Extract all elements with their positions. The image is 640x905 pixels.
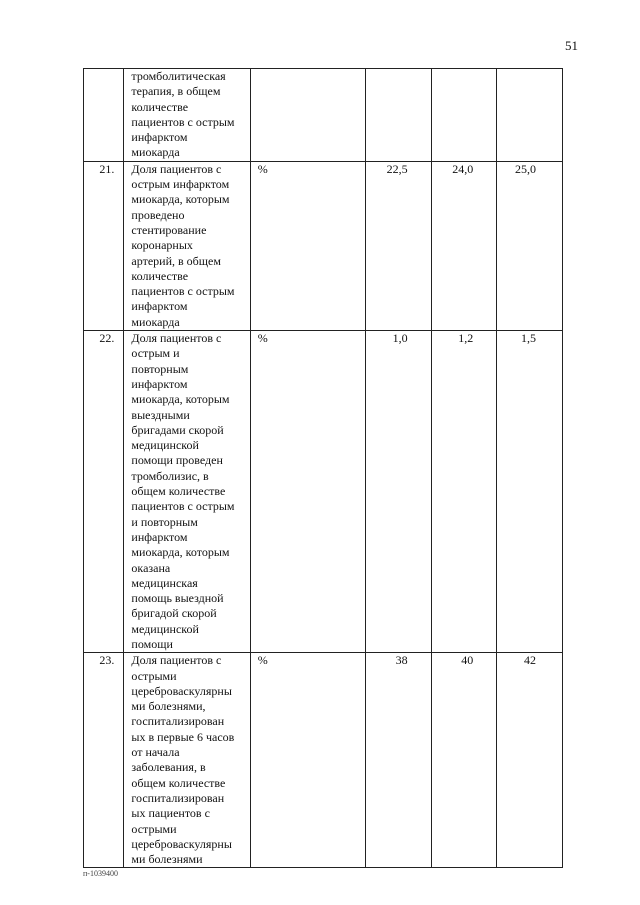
indicator-name-line: помощь выездной xyxy=(131,591,224,606)
indicator-name-line: миокарда xyxy=(131,145,180,160)
indicator-name-line: пациентов с острым xyxy=(131,284,235,299)
value-cell-2-text: 24,0 xyxy=(452,161,474,176)
page-number: 51 xyxy=(565,38,578,53)
indicator-name-line: инфарктом xyxy=(131,299,188,314)
unit-cell xyxy=(250,331,365,653)
unit-cell-text: % xyxy=(257,331,268,346)
indicator-name-line: Доля пациентов с xyxy=(131,331,222,346)
row-number-cell xyxy=(84,653,124,868)
value-cell-1 xyxy=(365,161,431,330)
indicator-name-line: артерий, в общем xyxy=(131,253,221,268)
indicator-name-line: проведено xyxy=(131,207,185,222)
indicator-name-line: тромболизис, в xyxy=(131,468,209,483)
indicator-name-line: помощи xyxy=(131,636,173,651)
indicator-name-line: выездными xyxy=(131,407,190,422)
indicator-name-line: количестве xyxy=(131,99,189,114)
unit-cell xyxy=(250,653,365,868)
value-cell-2 xyxy=(431,161,497,330)
indicator-name-line: медицинская xyxy=(131,575,198,590)
indicator-name-line: общем количестве xyxy=(131,775,226,790)
indicator-name-line: ми болезнями, xyxy=(131,699,206,714)
indicators-table xyxy=(83,68,563,868)
value-cell-3 xyxy=(497,69,563,162)
indicator-name-cell xyxy=(124,161,250,330)
value-cell-1-text: 38 xyxy=(395,653,408,668)
table-row xyxy=(84,69,563,162)
unit-cell-text: % xyxy=(257,161,268,176)
value-cell-2 xyxy=(431,331,497,653)
indicator-name-line: стентирование xyxy=(131,222,207,237)
indicators-table-body xyxy=(84,69,563,868)
unit-cell xyxy=(250,161,365,330)
value-cell-2-text: 40 xyxy=(461,653,474,668)
indicator-name-line: общем количестве xyxy=(131,484,226,499)
indicator-name-line: ых в первые 6 часов xyxy=(131,729,235,744)
indicator-name-line: оказана xyxy=(131,560,171,575)
value-cell-3-text: 1,5 xyxy=(521,331,536,346)
row-number-cell xyxy=(84,69,124,162)
indicator-name-line: миокарда, которым xyxy=(131,392,230,407)
indicator-name-line: инфарктом xyxy=(131,130,188,145)
row-number-cell-text: 23. xyxy=(99,653,115,668)
indicator-name-line: бригадой скорой xyxy=(131,606,217,621)
indicator-name-line: ми болезнями xyxy=(131,852,203,867)
value-cell-2-text: 1,2 xyxy=(458,331,474,346)
row-number-cell xyxy=(84,331,124,653)
value-cell-3 xyxy=(497,161,563,330)
document-code: п-1039400 xyxy=(83,869,118,878)
value-cell-1 xyxy=(365,69,431,162)
indicator-name-line: Доля пациентов с xyxy=(131,161,222,176)
indicator-name-line: терапия, в общем xyxy=(131,84,221,99)
indicator-name-line: ых пациентов с xyxy=(131,806,210,821)
indicator-name-line: пациентов с острым xyxy=(131,499,235,514)
indicator-name-line: коронарных xyxy=(131,238,193,253)
table-row xyxy=(84,161,563,330)
row-number-cell xyxy=(84,161,124,330)
indicator-name-line: заболевания, в xyxy=(131,760,206,775)
row-number-cell-text: 22. xyxy=(99,331,115,346)
indicator-name-line: количестве xyxy=(131,268,189,283)
indicator-name-line: острым инфарктом xyxy=(131,177,230,192)
value-cell-2 xyxy=(431,69,497,162)
indicator-name-line: госпитализирован xyxy=(131,790,225,805)
indicator-name-line: цереброваскулярны xyxy=(131,683,232,698)
value-cell-2 xyxy=(431,653,497,868)
indicator-name-line: миокарда xyxy=(131,314,180,329)
indicator-name-line: медицинской xyxy=(131,621,199,636)
value-cell-1 xyxy=(365,331,431,653)
indicator-name-line: миокарда, которым xyxy=(131,545,230,560)
indicator-name-line: госпитализирован xyxy=(131,714,225,729)
indicator-name-line: инфарктом xyxy=(131,529,188,544)
unit-cell-text: % xyxy=(257,653,268,668)
indicator-name-line: цереброваскулярны xyxy=(131,836,232,851)
indicator-name-line: инфарктом xyxy=(131,376,188,391)
indicator-name-line: Доля пациентов с xyxy=(131,653,222,668)
value-cell-1 xyxy=(365,653,431,868)
indicator-name-cell xyxy=(124,69,250,162)
row-number-cell-text: 21. xyxy=(99,161,115,176)
indicator-name-cell xyxy=(124,653,250,868)
indicator-name-line: повторным xyxy=(131,361,189,376)
indicator-name-line: острыми xyxy=(131,668,177,683)
indicator-name-line: бригадами скорой xyxy=(131,422,224,437)
value-cell-3 xyxy=(497,653,563,868)
indicator-name-line: медицинской xyxy=(131,438,199,453)
value-cell-3-text: 25,0 xyxy=(515,161,536,176)
indicator-name-line: тромболитическая xyxy=(131,69,226,83)
indicator-name-line: острыми xyxy=(131,821,177,836)
indicator-name-cell xyxy=(124,331,250,653)
table-row xyxy=(84,653,563,868)
unit-cell xyxy=(250,69,365,162)
indicator-name-line: помощи проведен xyxy=(131,453,223,468)
value-cell-1-text: 1,0 xyxy=(392,331,408,346)
table-row xyxy=(84,331,563,653)
value-cell-3-text: 42 xyxy=(524,653,536,668)
value-cell-3 xyxy=(497,331,563,653)
value-cell-1-text: 22,5 xyxy=(386,161,408,176)
indicator-name-line: от начала xyxy=(131,745,180,760)
indicator-name-line: острым и xyxy=(131,346,180,361)
indicator-name-line: и повторным xyxy=(131,514,198,529)
indicator-name-line: пациентов с острым xyxy=(131,114,235,129)
indicator-name-line: миокарда, которым xyxy=(131,192,230,207)
